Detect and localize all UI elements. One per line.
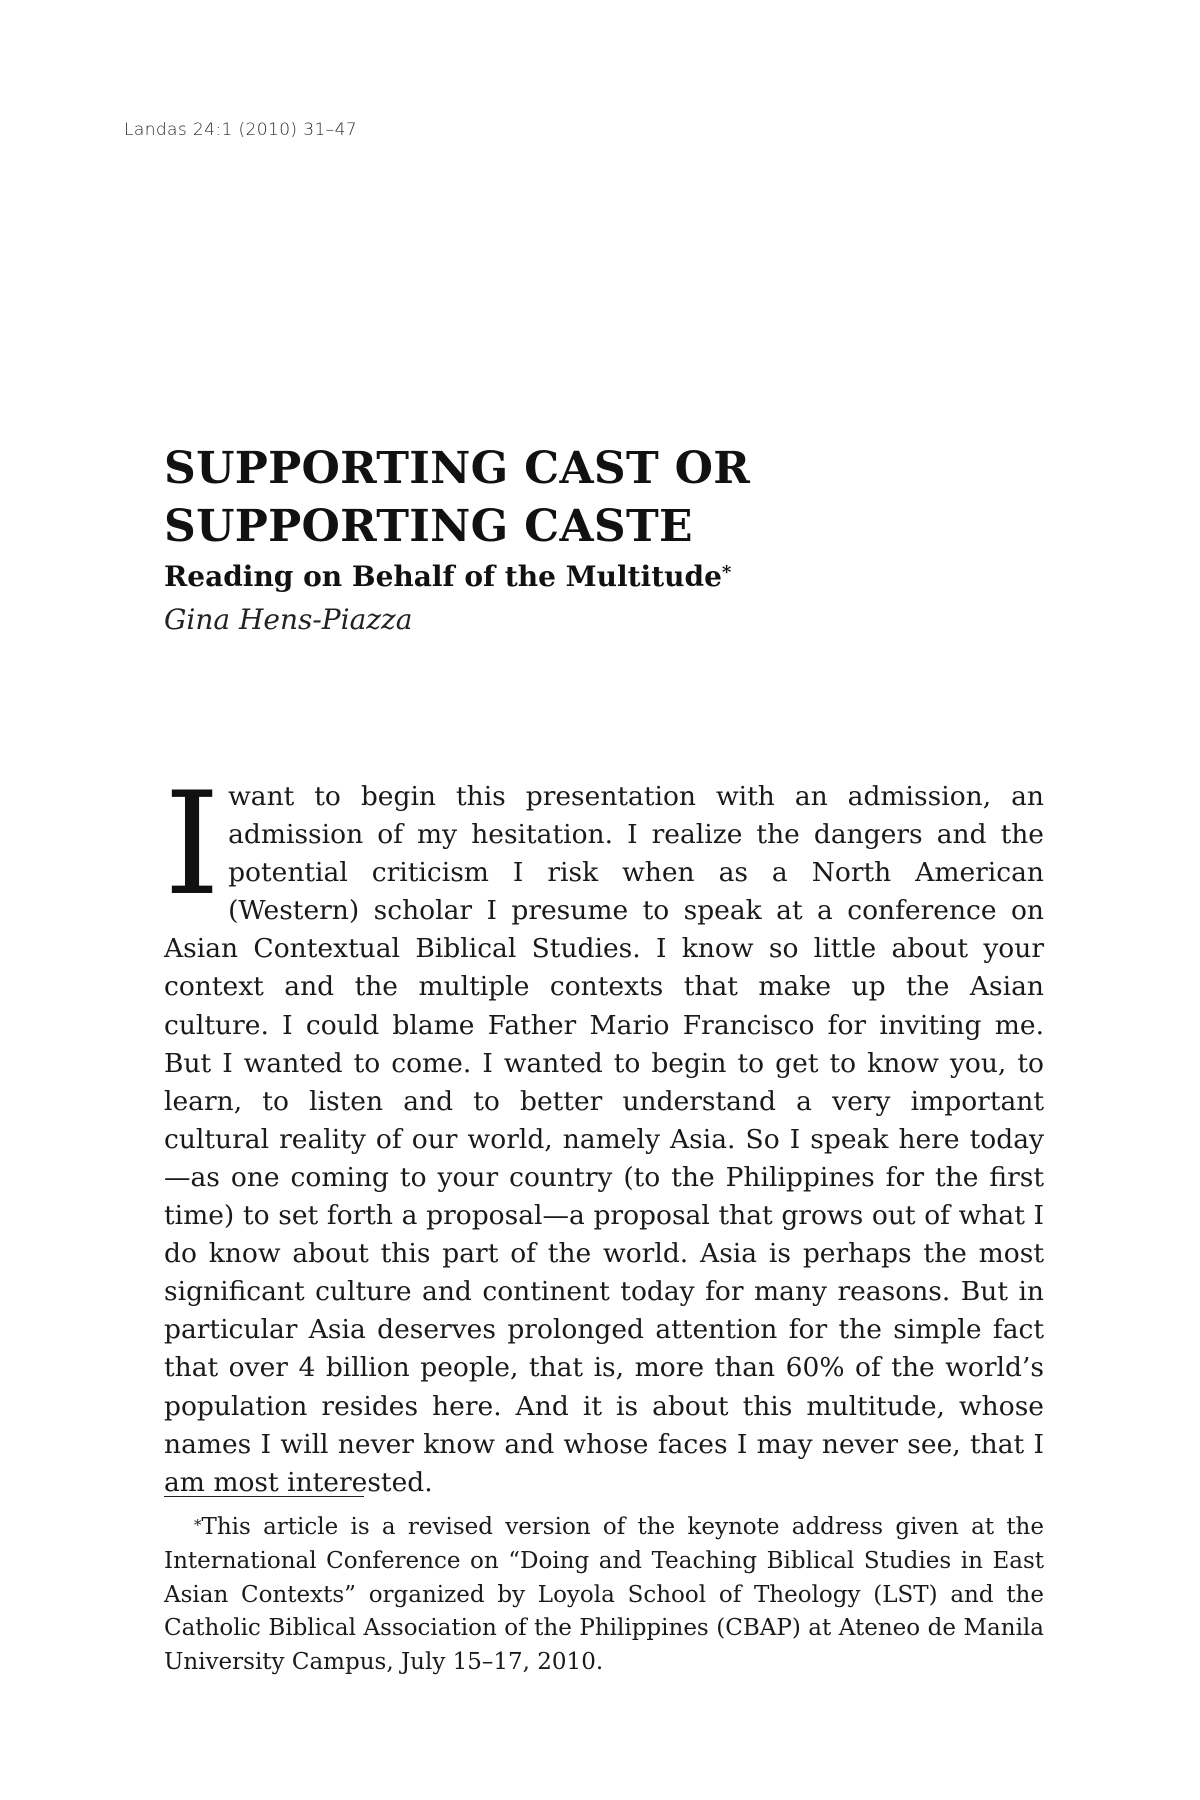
footnote	[164, 1511, 1044, 1680]
footnote-text: This article is a revised version of the keynote address given at the International Conference on “Doing and Teaching Biblical Studies in East Asian Contexts” organized by Loyola School of Theology (LST) and the Catholic Biblical Association of the Philippines (CBAP) at Ateneo de Manila University Campus, July 15–17, 2010.	[164, 1514, 1044, 1676]
subtitle-text: Reading on Behalf of the Multitude	[164, 560, 722, 593]
article-title	[164, 440, 1064, 556]
author-name: Gina Hens-Piazza	[164, 603, 413, 636]
footnote-marker[interactable]: *	[721, 562, 732, 583]
running-head: Landas 24:1 (2010) 31–47	[124, 120, 358, 140]
article-header	[164, 440, 1064, 638]
body-paragraph-text: want to begin this presentation with an admission, an admission of my hesitation. I realize the dangers and the potential criticism I risk when as a North American (Western) scholar I presume to speak at a conference on Asian Contextual Biblical Studies. I know so little about your context and the multiple contexts that make up the Asian culture. I could blame Father Mario Francisco for inviting me. But I wanted to come. I wanted to begin to get to know you, to learn, to listen and to better understand a very important cultural reality of our world, namely Asia. So I speak here today—as one coming to your country (to the Philippines for the first time) to set forth a proposal—a proposal that grows out of what I do know about this part of the world. Asia is perhaps the most significant culture and continent today for many reasons. But in particular Asia deserves prolonged attention for the simple fact that over 4 billion people, that is, more than 60% of the world’s population resides here. And it is about this multitude, whose names I will never know and whose faces I may never see, that I am most interested.	[164, 781, 1044, 1498]
drop-cap: I	[164, 762, 221, 927]
footnote-marker-ref: *	[194, 1516, 202, 1534]
article-subtitle	[164, 558, 1064, 596]
title-line-1: SUPPORTING CAST OR	[164, 443, 751, 494]
title-line-2: SUPPORTING CASTE	[164, 501, 693, 552]
body-paragraph	[164, 762, 1044, 1502]
footnote-divider	[164, 1496, 364, 1497]
